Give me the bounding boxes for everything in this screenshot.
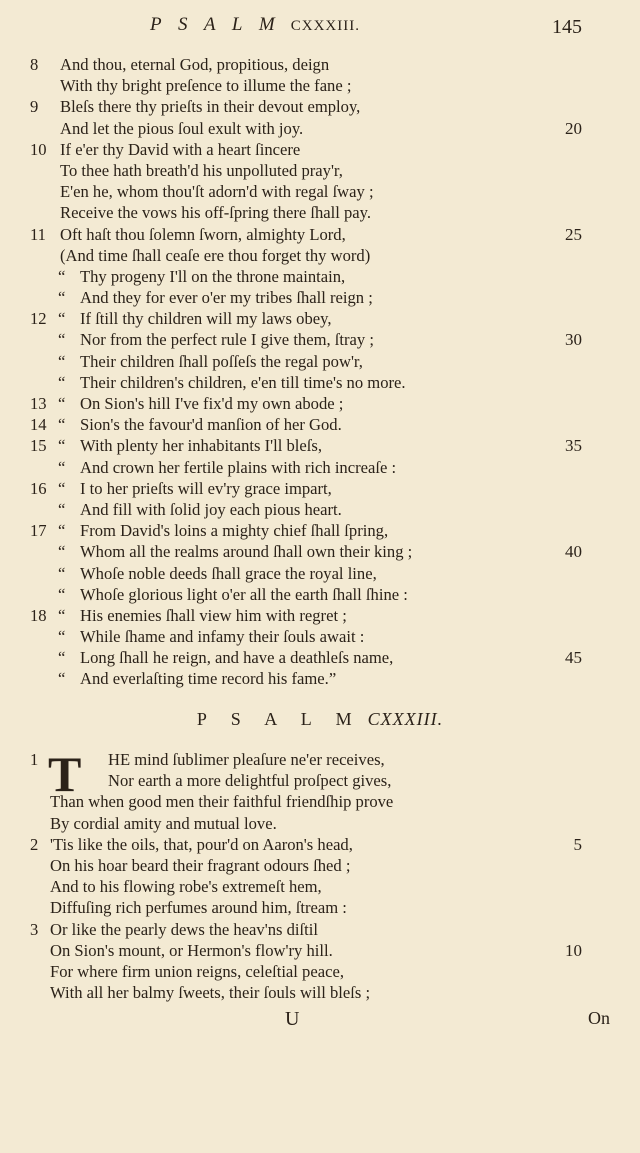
verse-line [0, 919, 640, 940]
psalm-title-number: CXXXIII. [367, 709, 444, 729]
verse-line [0, 393, 640, 414]
quote-mark: “ [58, 627, 66, 647]
verse-text: Sion's the favour'd manſion of her God. [80, 415, 342, 435]
verse-text: Receive the vows his off-ſpring there ſhall pay. [60, 203, 372, 223]
signature-mark: U [285, 1008, 300, 1030]
line-number: 25 [565, 224, 582, 244]
running-head-title: P S A L M [150, 14, 281, 35]
verse-line [0, 961, 640, 982]
verse-line [0, 584, 640, 605]
quote-mark: “ [58, 584, 66, 604]
verse-line [0, 499, 640, 520]
verse-number: 10 [30, 139, 47, 159]
quote-mark: “ [58, 330, 66, 350]
verse-line [0, 520, 640, 541]
verse-line [0, 876, 640, 897]
verse-number: 18 [30, 605, 47, 625]
line-number: 5 [573, 834, 582, 854]
verse-text: For where firm union reigns, celeſtial peace, [50, 961, 344, 981]
verse-number: 9 [30, 97, 39, 117]
quote-mark: “ [58, 415, 66, 435]
catchword: On [588, 1008, 610, 1028]
verse-line [0, 478, 640, 499]
verse-line [0, 541, 640, 562]
verse-text: And they for ever o'er my tribes ſhall reign ; [80, 288, 373, 308]
verse-text: Whoſe glorious light o'er all the earth ſhall ſhine : [80, 584, 408, 604]
verse-line [0, 749, 640, 770]
verse-text: Their children ſhall poſſeſs the regal pow'r, [80, 351, 363, 371]
verse-line [0, 372, 640, 393]
verse-line [0, 139, 640, 160]
drop-cap: T [48, 746, 82, 802]
verse-text: And thou, eternal God, propitious, deign [60, 55, 330, 74]
verse-line [0, 791, 640, 812]
quote-mark: “ [58, 309, 66, 329]
psalm-133-text [0, 746, 640, 1003]
verse-text: By cordial amity and mutual love. [50, 813, 277, 833]
verse-line [0, 457, 640, 478]
line-number: 45 [565, 648, 582, 668]
quote-mark: “ [58, 499, 66, 519]
quote-mark: “ [58, 394, 66, 413]
verse-line [0, 351, 640, 372]
verse-line [0, 435, 640, 456]
verse-text: Whoſe noble deeds ſhall grace the royal line, [80, 563, 377, 583]
verse-text: I to her prieſts will ev'ry grace impart, [80, 478, 332, 498]
verse-line [0, 897, 640, 918]
verse-line [0, 308, 640, 329]
verse-number: 14 [30, 415, 47, 435]
verse-number: 16 [30, 478, 47, 498]
verse-number: 13 [30, 394, 47, 413]
verse-line [0, 329, 640, 350]
verse-line [0, 224, 640, 245]
quote-mark: “ [58, 457, 66, 477]
verse-text: E'en he, whom thou'ſt adorn'd with regal ſway ; [60, 182, 374, 202]
verse-line [0, 245, 640, 266]
verse-line [0, 118, 640, 139]
verse-text: Their children's children, e'en till time's no more. [80, 372, 406, 392]
verse-number: 15 [30, 436, 47, 456]
verse-text: If ſtill thy children will my laws obey, [80, 309, 332, 329]
verse-text: And let the pious ſoul exult with joy. [60, 118, 304, 138]
verse-line [0, 160, 640, 181]
verse-line [0, 96, 640, 117]
quote-mark: “ [58, 669, 66, 689]
verse-text: 'Tis like the oils, that, pour'd on Aaron's head, [50, 834, 353, 854]
verse-text: With plenty her inhabitants I'll bleſs, [80, 436, 322, 456]
psalm-title-word: P S A L M [196, 709, 362, 729]
verse-line [0, 266, 640, 287]
quote-mark: “ [58, 351, 66, 371]
verse-text: If e'er thy David with a heart ſincere [60, 139, 301, 159]
verse-text: And crown her fertile plains with rich increaſe : [80, 457, 397, 477]
line-number: 20 [565, 118, 582, 138]
verse-text: Nor earth a more delightful proſpect gives, [108, 771, 392, 791]
verse-line [0, 647, 640, 668]
verse-text: Thy progeny I'll on the throne maintain, [80, 266, 346, 286]
verse-line [0, 287, 640, 308]
verse-line [0, 626, 640, 647]
verse-text: And everlaſting time record his fame.” [80, 669, 337, 689]
psalm-132-text [0, 54, 640, 690]
verse-text: While ſhame and infamy their ſouls await : [80, 627, 365, 647]
verse-line [0, 855, 640, 876]
verse-text: And fill with ſolid joy each pious heart. [80, 499, 342, 519]
quote-mark: “ [58, 266, 66, 286]
verse-number: 17 [30, 521, 47, 541]
page-header [0, 10, 640, 40]
verse-line [0, 834, 640, 855]
verse-number: 1 [30, 750, 39, 769]
verse-text: Or like the pearly dews the heav'ns diſtil [50, 919, 318, 939]
verse-line [0, 605, 640, 626]
verse-line [0, 982, 640, 1003]
verse-line [0, 181, 640, 202]
verse-text: Bleſs there thy prieſts in their devout employ, [60, 97, 361, 117]
verse-text: His enemies ſhall view him with regret ; [80, 605, 347, 625]
verse-line [0, 563, 640, 584]
quote-mark: “ [58, 521, 66, 541]
quote-mark: “ [58, 436, 66, 456]
verse-number: 2 [30, 834, 39, 854]
verse-text: On his hoar beard their fragrant odours ſhed ; [50, 855, 351, 875]
verse-text: To thee hath breath'd his unpolluted pray'r, [60, 160, 343, 180]
verse-number: 11 [30, 224, 46, 244]
verse-text: Than when good men their faithful friendſhip prove [50, 792, 394, 812]
verse-number: 8 [30, 55, 39, 74]
verse-text: And to his flowing robe's extremeſt hem, [50, 877, 322, 897]
quote-mark: “ [58, 478, 66, 498]
quote-mark: “ [58, 372, 66, 392]
verse-line [0, 770, 640, 791]
verse-text: From David's loins a mighty chief ſhall ſpring, [80, 521, 389, 541]
verse-line [0, 202, 640, 223]
quote-mark: “ [58, 648, 66, 668]
quote-mark: “ [58, 542, 66, 562]
running-head [150, 14, 360, 36]
running-head-number: CXXXIII. [290, 18, 360, 34]
verse-line [0, 668, 640, 689]
verse-text: Whom all the realms around ſhall own their king ; [80, 542, 413, 562]
page-number: 145 [552, 16, 582, 38]
verse-number: 3 [30, 919, 39, 939]
verse-line [0, 813, 640, 834]
verse-text: Oft haſt thou ſolemn ſworn, almighty Lord, [60, 224, 346, 244]
verse-text: With thy bright preſence to illume the fane ; [60, 76, 352, 96]
verse-text: On Sion's mount, or Hermon's flow'ry hill. [50, 940, 333, 960]
verse-line [0, 75, 640, 96]
quote-mark: “ [58, 605, 66, 625]
verse-line [0, 940, 640, 961]
verse-line [0, 414, 640, 435]
verse-text: Long ſhall he reign, and have a deathleſs name, [80, 648, 394, 668]
quote-mark: “ [58, 288, 66, 308]
verse-text: Diffuſing rich perfumes around him, ſtream : [50, 898, 347, 918]
psalm-133-title [0, 709, 640, 730]
verse-text: (And time ſhall ceaſe ere thou forget thy word) [60, 245, 371, 265]
line-number: 30 [565, 330, 582, 350]
verse-text: HE mind ſublimer pleaſure ne'er receives, [108, 750, 385, 769]
line-number: 35 [565, 436, 582, 456]
verse-text: With all her balmy ſweets, their ſouls will bleſs ; [50, 983, 371, 1003]
quote-mark: “ [58, 563, 66, 583]
verse-text: Nor from the perfect rule I give them, ſtray ; [80, 330, 374, 350]
line-number: 40 [565, 542, 582, 562]
verse-text: On Sion's hill I've fix'd my own abode ; [80, 394, 344, 413]
verse-number: 12 [30, 309, 47, 329]
line-number: 10 [565, 940, 582, 960]
verse-line [0, 54, 640, 75]
